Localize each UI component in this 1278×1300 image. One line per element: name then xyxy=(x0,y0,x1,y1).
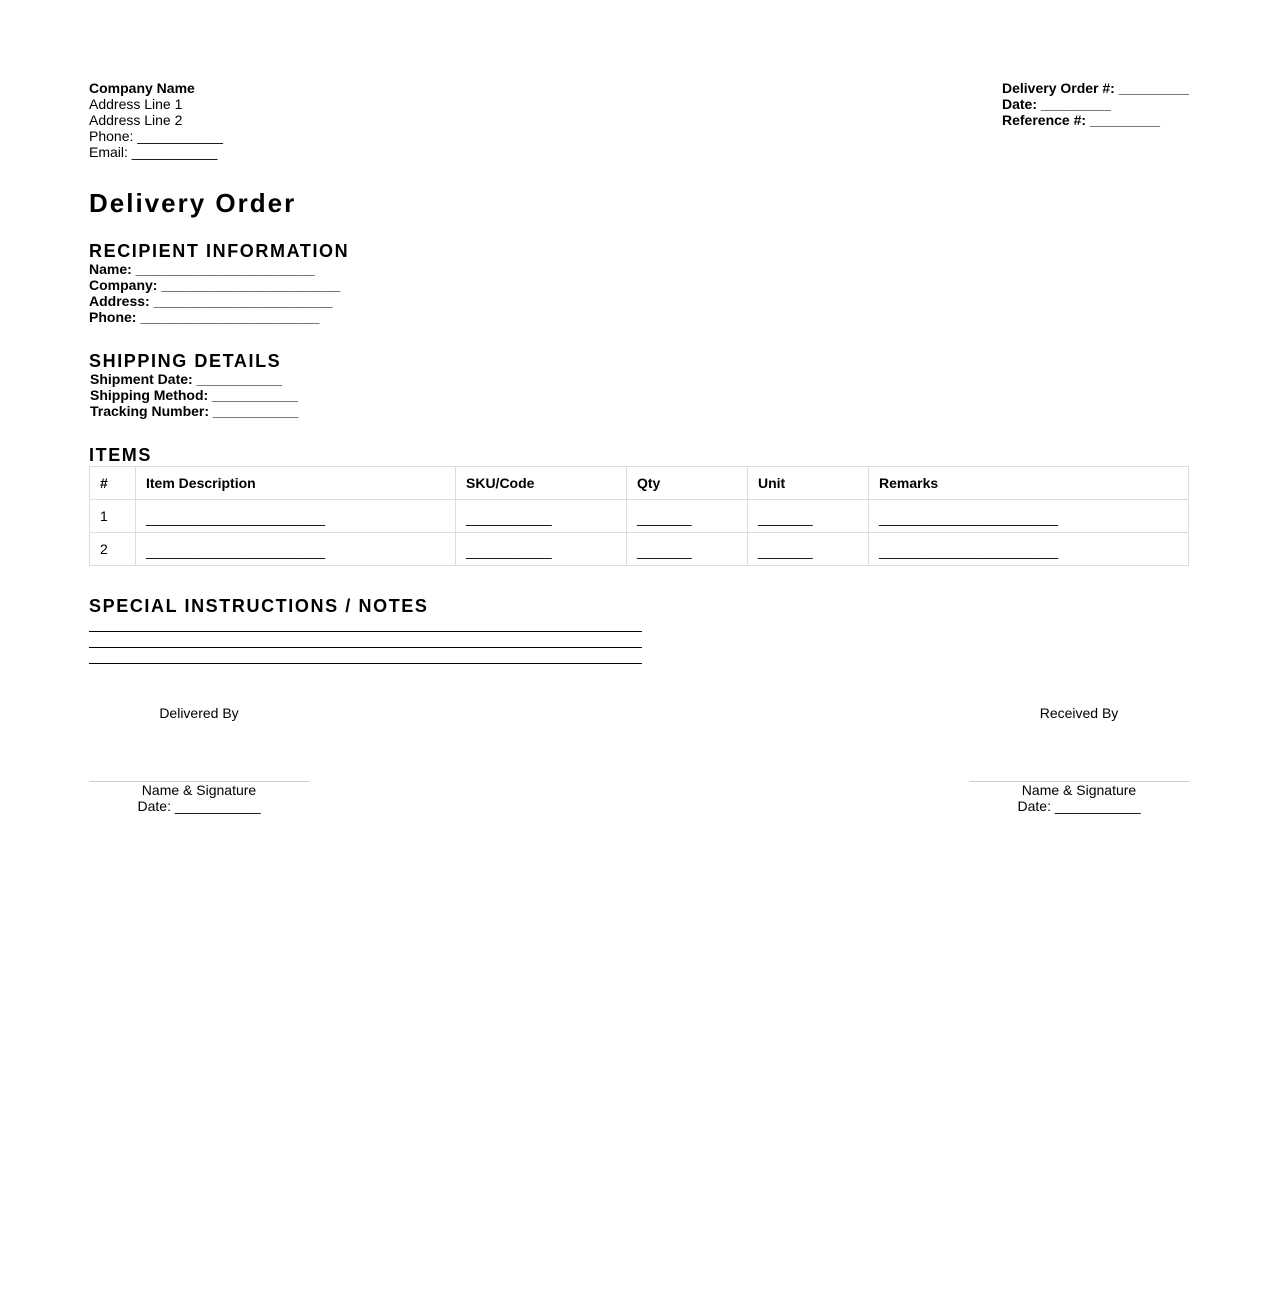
items-heading: ITEMS xyxy=(89,445,153,465)
reference-number: Reference #: _________ xyxy=(1002,112,1161,128)
page-title: Delivery Order xyxy=(89,188,297,218)
company-info xyxy=(89,80,223,160)
recipient-company: Company: _______________________ xyxy=(89,277,341,293)
recipient-address: Address: _______________________ xyxy=(89,293,333,309)
signature-caption: Name & Signature xyxy=(1021,782,1137,798)
items-section xyxy=(89,445,152,465)
table-header-row xyxy=(90,467,1189,500)
signature-caption: Name & Signature xyxy=(141,782,257,798)
address-line-1: Address Line 1 xyxy=(89,96,183,112)
order-meta xyxy=(1002,80,1189,128)
notes-line xyxy=(89,616,642,632)
delivery-order-number: Delivery Order #: _________ xyxy=(1002,80,1189,96)
shipping-heading: SHIPPING DETAILS xyxy=(89,351,282,371)
delivered-by-signature xyxy=(89,705,309,814)
sku-cell: ___________ xyxy=(456,533,627,566)
remarks-cell: _______________________ xyxy=(869,533,1189,566)
recipient-heading: RECIPIENT INFORMATION xyxy=(89,241,350,261)
row-number: 2 xyxy=(90,533,136,566)
signature-date: Date: ___________ xyxy=(1017,798,1141,814)
notes-line xyxy=(89,648,642,664)
unit-cell: _______ xyxy=(748,533,869,566)
remarks-cell: _______________________ xyxy=(869,500,1189,533)
col-remarks: Remarks xyxy=(869,467,1189,500)
order-date: Date: _________ xyxy=(1002,96,1111,112)
sku-cell: ___________ xyxy=(456,500,627,533)
table-row xyxy=(90,500,1189,533)
row-number: 1 xyxy=(90,500,136,533)
col-unit: Unit xyxy=(748,467,869,500)
company-name: Company Name xyxy=(89,80,195,96)
tracking-number: Tracking Number: ___________ xyxy=(90,403,299,419)
col-number: # xyxy=(90,467,136,500)
received-by-signature xyxy=(969,705,1189,814)
company-email: Email: ___________ xyxy=(89,144,218,160)
items-table xyxy=(89,466,1189,566)
notes-heading: SPECIAL INSTRUCTIONS / NOTES xyxy=(89,596,429,616)
delivered-by-label: Delivered By xyxy=(159,705,239,721)
company-phone: Phone: ___________ xyxy=(89,128,223,144)
signature-date: Date: ___________ xyxy=(137,798,261,814)
col-qty: Qty xyxy=(627,467,748,500)
recipient-section xyxy=(89,241,349,325)
qty-cell: _______ xyxy=(627,500,748,533)
col-sku: SKU/Code xyxy=(456,467,627,500)
address-line-2: Address Line 2 xyxy=(89,112,183,128)
shipment-date: Shipment Date: ___________ xyxy=(90,371,283,387)
received-by-label: Received By xyxy=(1039,705,1119,721)
unit-cell: _______ xyxy=(748,500,869,533)
col-description: Item Description xyxy=(136,467,456,500)
table-row xyxy=(90,533,1189,566)
notes-section xyxy=(89,596,642,664)
description-cell: _______________________ xyxy=(136,500,456,533)
description-cell: _______________________ xyxy=(136,533,456,566)
shipping-method: Shipping Method: ___________ xyxy=(90,387,298,403)
recipient-phone: Phone: _______________________ xyxy=(89,309,320,325)
shipping-section xyxy=(89,351,299,419)
notes-line xyxy=(89,632,642,648)
qty-cell: _______ xyxy=(627,533,748,566)
recipient-name: Name: _______________________ xyxy=(89,261,315,277)
